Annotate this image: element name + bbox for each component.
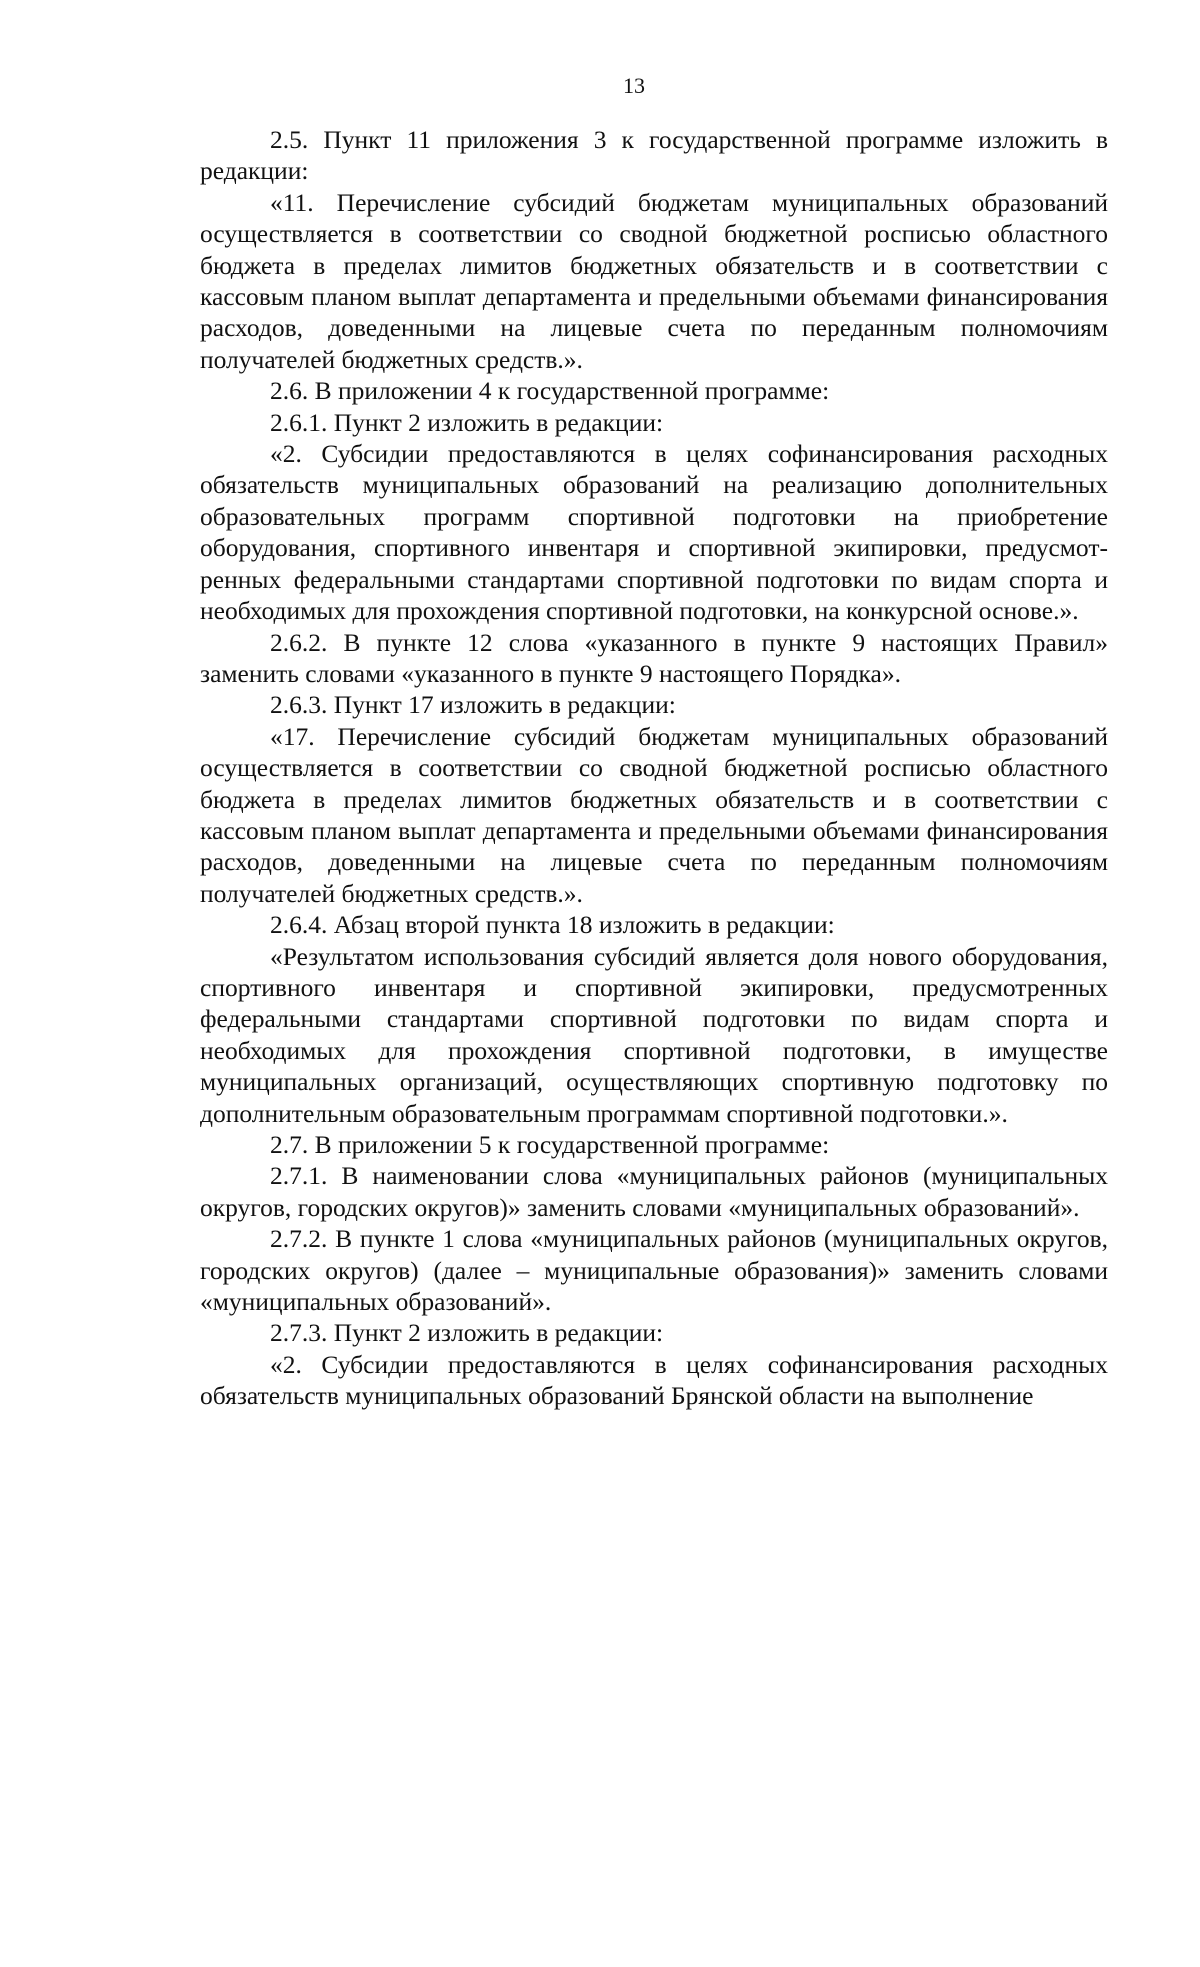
- paragraph-2-6-1: 2.6.1. Пункт 2 изложить в редакции:: [270, 407, 664, 437]
- paragraph-quote-11: «11. Перечисление субсидий бюджетам муниципальных образований осуществляется в соответствии со сводной бюджетной росписью областного бюджета в пределах лимитов бюджетных обязательств и в соответствии с кассовым планом выплат департамента и предельными объемами финансирования расходов, доведенными на лицевые счета по переданным полномочиям получателей бюджетных средств.».: [200, 187, 1108, 374]
- paragraph-quote-2: «2. Субсидии предоставляются в целях софинансирования расходных обязательств муниципальных образований на реализацию дополнительных образовательных программ спортивной подготовки на приобретение оборудования, спортивного инвентаря и спортивной экипировки, предусмотренных федеральными стандартами спортивной подготовки по видам спорта и необходимых для прохождения спортивной подготовки, на конкурсной основе.».: [200, 439, 1108, 626]
- paragraph-2-6: 2.6. В приложении 4 к государственной программе:: [270, 376, 830, 406]
- paragraph-2-6-4: 2.6.4. Абзац второй пункта 18 изложить в редакции:: [270, 910, 835, 940]
- paragraph-2-7-3: 2.7.3. Пункт 2 изложить в редакции:: [270, 1318, 664, 1348]
- document-body: [200, 124, 1108, 1412]
- paragraph-quote-17: «17. Перечисление субсидий бюджетам муниципальных образований осуществляется в соответствии со сводной бюджетной росписью областного бюджета в пределах лимитов бюджетных обязательств и в соответствии с кассовым планом выплат департамента и предельными объемами финансирования расходов, доведенными на лицевые счета по переданным полномочиям получателей бюджетных средств.».: [200, 721, 1108, 908]
- paragraph-2-7: 2.7. В приложении 5 к государственной программе:: [270, 1130, 830, 1159]
- paragraph-2-7-1: 2.7.1. В наименовании слова «муниципальных районов (муниципальных округов, городских округов)» заменить словами «муниципальных образований».: [200, 1161, 1108, 1222]
- paragraph-quote-2-subsidies: «2. Субсидии предоставляются в целях софинансирования расходных обязательств муниципальных образований Брянской области на выполнение: [200, 1349, 1108, 1411]
- paragraph-2-7-2: 2.7.2. В пункте 1 слова «муниципальных районов (муниципальных округов, городских округов) (далее – муниципальные образования)» заменить словами «муниципальных образований».: [200, 1224, 1108, 1317]
- paragraph-quote-result: «Результатом использования субсидий является доля нового оборудования, спортивного инвентаря и спортивной экипировки, предусмотренных федеральными стандартами спортивной подготовки по видам спорта и необходимых для прохождения спортивной подготовки, в имуществе муниципальных организаций, осуществляющих спортивную подготовку по дополнительным образовательным программам спортивной подготовки.».: [200, 941, 1108, 1128]
- paragraph-2-5: 2.5. Пункт 11 приложения 3 к государственной программе изложить в редакции:: [200, 125, 1108, 186]
- paragraph-2-6-2: 2.6.2. В пункте 12 слова «указанного в пункте 9 настоящих Правил» заменить словами «указанного в пункте 9 настоящего Порядка».: [200, 627, 1108, 688]
- paragraph-2-6-3: 2.6.3. Пункт 17 изложить в редакции:: [270, 690, 676, 720]
- page-number: 13: [623, 73, 645, 98]
